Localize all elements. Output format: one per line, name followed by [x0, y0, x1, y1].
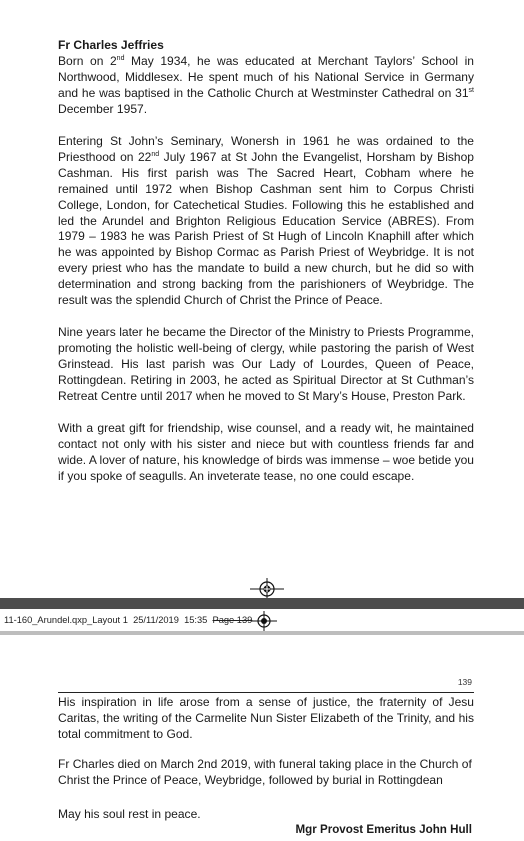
- paragraph-death: Fr Charles died on March 2nd 2019, with funeral taking place in the Church of Christ the Prince of Peace, Weybridge, followed by burial in Rottingdean: [58, 757, 472, 787]
- paragraph-birth: Born on 2nd May 1934, he was educated at Merchant Taylors’ School in Northwood, Middlesex. He spent much of his National Service in Germany and he was baptised in the Catholic Church at Westminster Cathedral on 31st December 1957.: [58, 53, 474, 116]
- slug-page: Page 139: [212, 615, 253, 625]
- paragraph-inspiration: His inspiration in life arose from a sense of justice, the fraternity of Jesu Caritas, the writing of the Carmelite Nun Sister Elizabeth of the Trinity, and his total commitment to God.: [58, 695, 474, 741]
- obituary-body: [58, 38, 474, 118]
- paragraph-ministry: Nine years later he became the Director of the Ministry to Priests Programme, promoting the holistic well-being of clergy, while pastoring the parish of West Grinstead. His last parish was Our Lady of Lourdes, Queen of Peace, Rottingdean. Retiring in 2003, he acted as Spiritual Director at St Cuthman’s Retreat Centre until 2017 when he moved to St Mary’s House, Preston Park.: [58, 325, 474, 403]
- page-number: 139: [457, 677, 472, 687]
- slug-time: 15:35: [184, 615, 208, 625]
- header-rule: [58, 692, 474, 693]
- sheet-edge-band: [0, 598, 524, 609]
- registration-mark-icon: [251, 611, 277, 631]
- obituary-title: Fr Charles Jeffries: [58, 38, 164, 52]
- paragraph-character: With a great gift for friendship, wise counsel, and a ready wit, he maintained contact not only with his sister and niece but with countless friends far and wide. A lover of nature, his knowledge of birds was immense – woe betide you if you spoke of seagulls. An inveterate tease, no one could escape.: [58, 421, 474, 483]
- print-slug-line: [4, 615, 252, 626]
- author-signature: Mgr Provost Emeritus John Hull: [295, 823, 472, 836]
- paragraph-priesthood: Entering St John’s Seminary, Wonersh in 1961 he was ordained to the Priesthood on 22nd July 1967 at St John the Evangelist, Horsham by Bishop Cashman. His first parish was The Sacred Heart, Cobham where he remained until 1972 when Bishop Cashman sent him to Corpus Christi College, London, for Catechetical Studies. Following this he established and led the Arundel and Brighton Religious Education Service (ABRES). From 1979 – 1983 he was Parish Priest of St Hugh of Lincoln Knaphill after which he was appointed by Bishop Cormac as Parish Priest of Weybridge. It is not every priest who has the mandate to build a new church, but he did so with determination and strong backing from the parishioners of Weybridge. The result was the splendid Church of Christ the Prince of Peace.: [58, 134, 474, 308]
- paragraph-prayer: May his soul rest in peace.: [58, 807, 201, 821]
- slug-date: 25/11/2019: [133, 615, 179, 625]
- slug-file: 11-160_Arundel.qxp_Layout 1: [4, 615, 128, 625]
- registration-mark-icon: [250, 578, 284, 600]
